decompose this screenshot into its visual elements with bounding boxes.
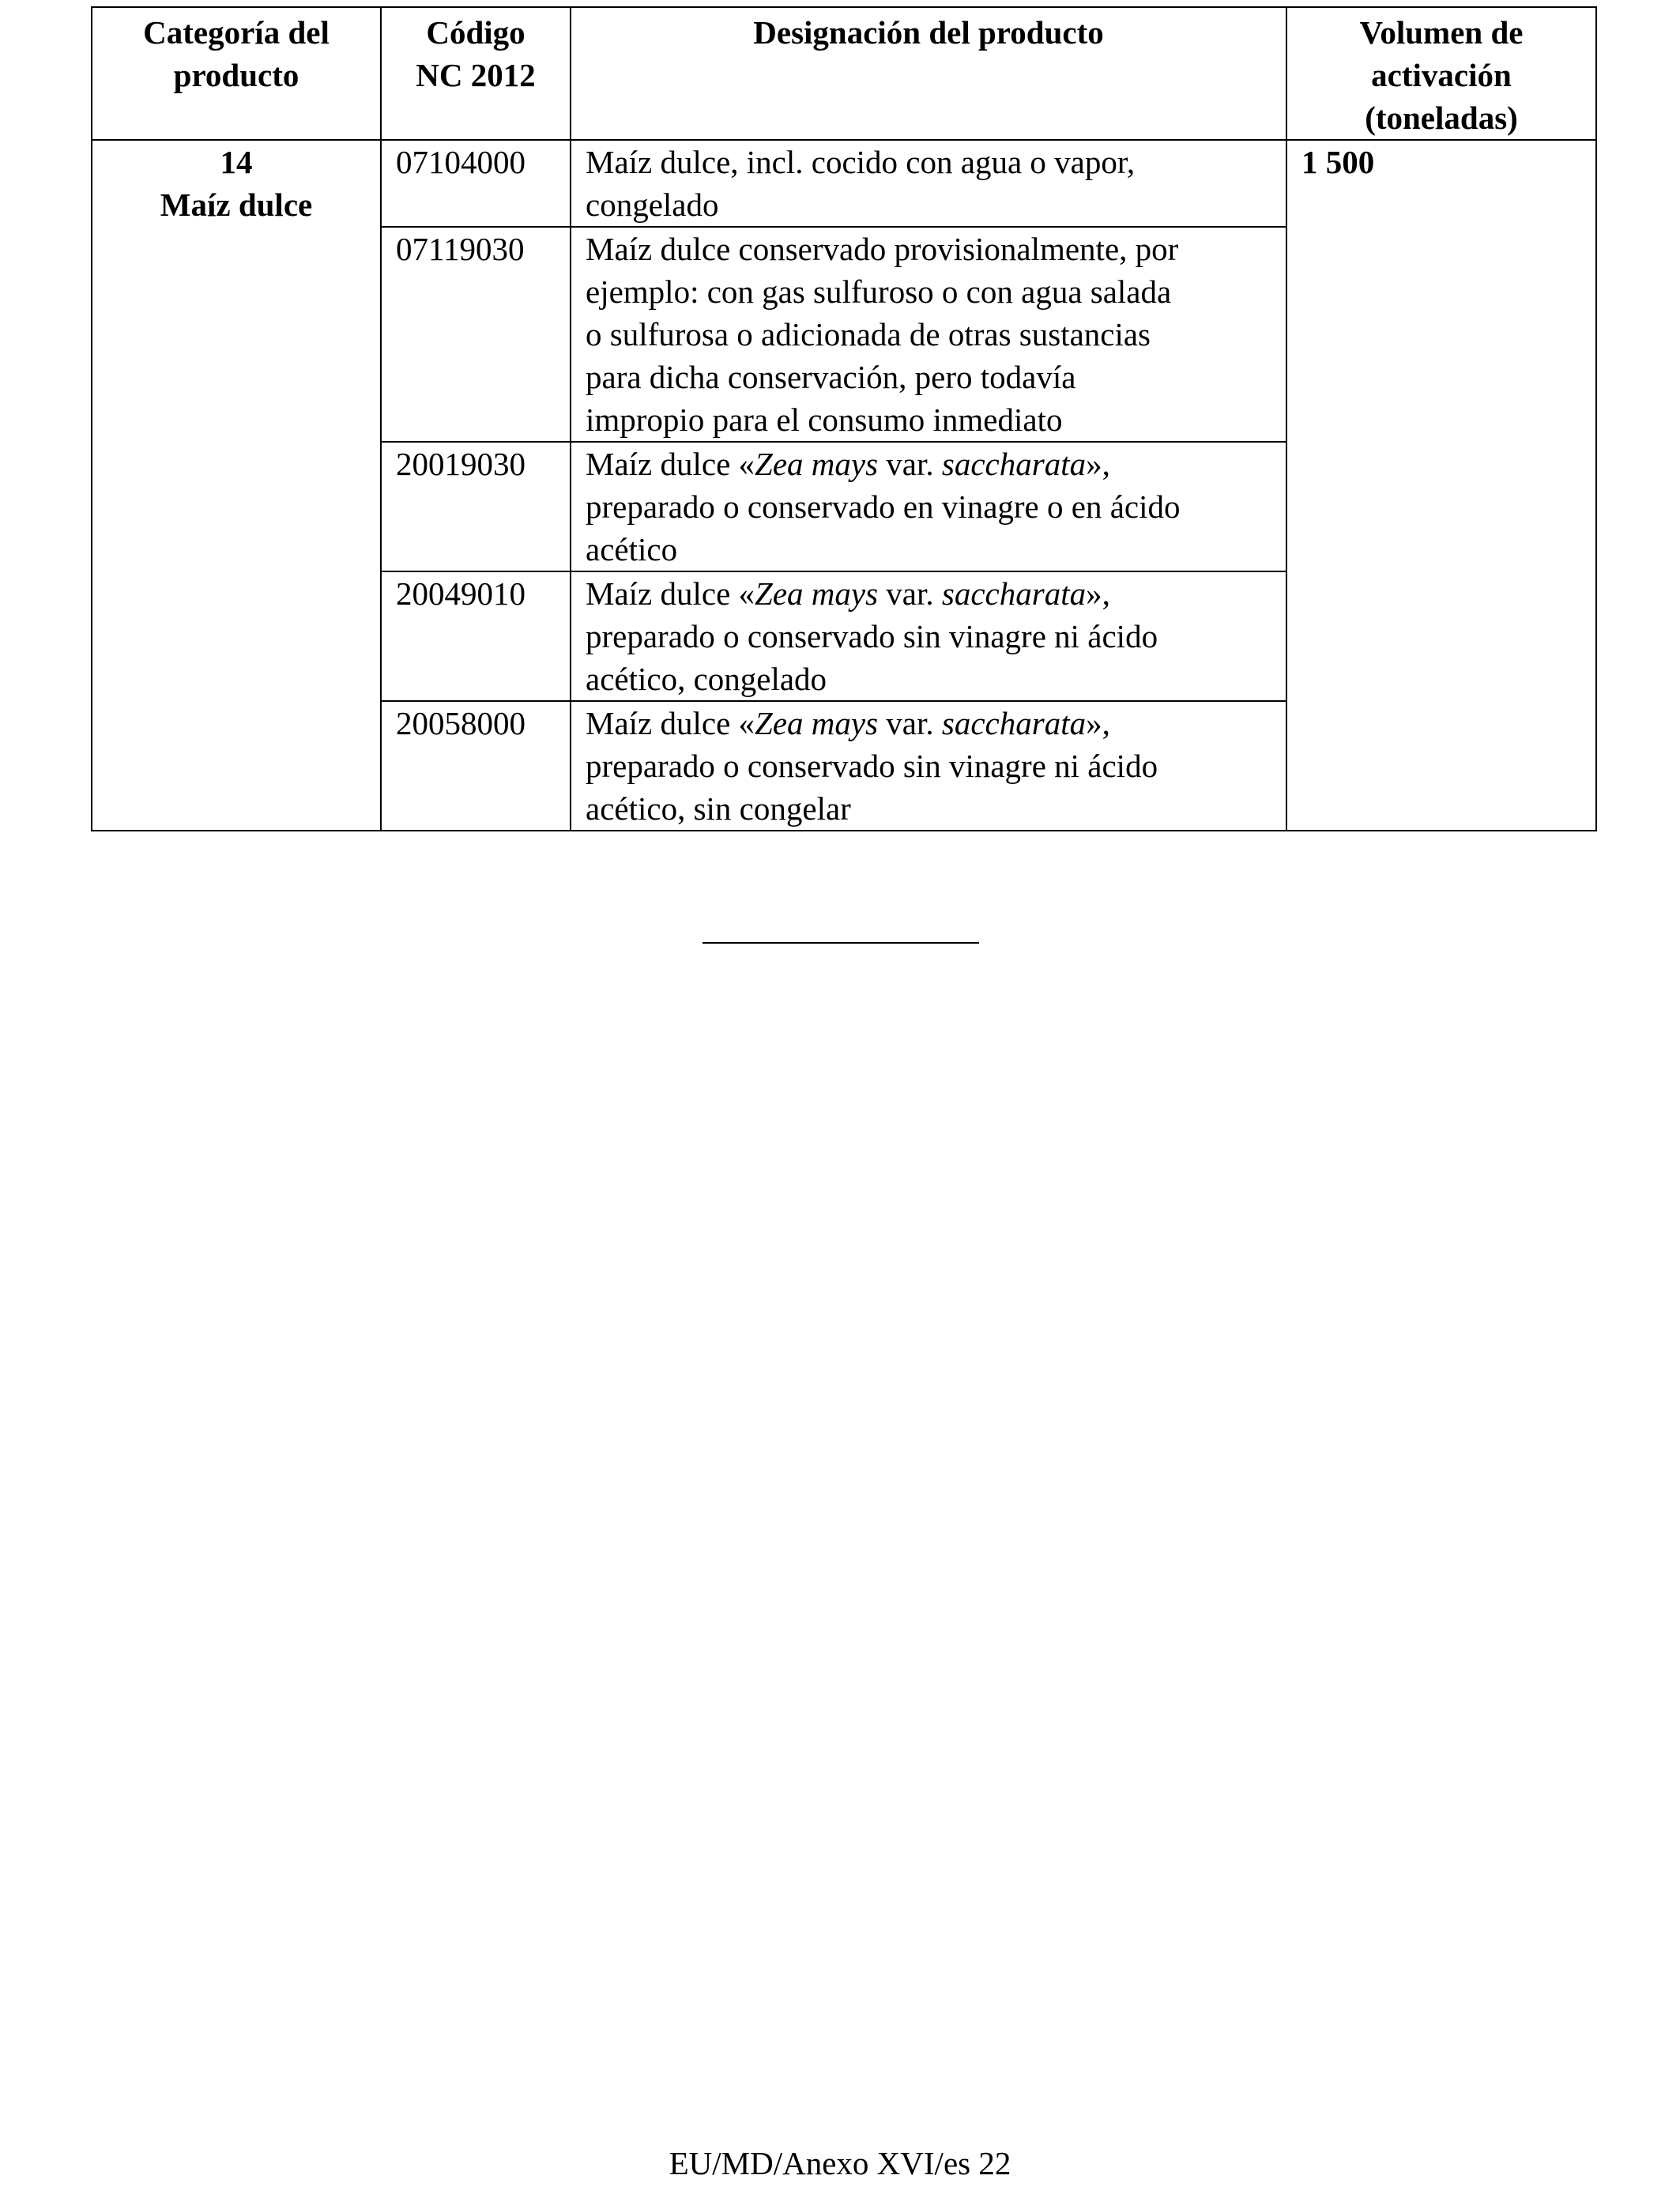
species-name: Zea mays [755, 705, 879, 741]
species-name: Zea mays [755, 575, 879, 612]
variety-name: saccharata [941, 575, 1087, 612]
header-volume-line3: (toneladas) [1365, 100, 1518, 136]
variety-name: saccharata [941, 705, 1087, 741]
category-cell [92, 140, 381, 831]
designation-text: », [1086, 446, 1110, 482]
page-footer: EU/MD/Anexo XVI/es 22 [669, 2145, 1011, 2181]
category-name: Maíz dulce [160, 187, 313, 223]
designation-text: var. [878, 446, 942, 482]
designation-line: acético [586, 531, 678, 567]
table-row [92, 140, 1596, 227]
header-volume-line2: activación [1371, 57, 1512, 93]
code-cell: 20058000 [381, 701, 571, 831]
header-code-line2: NC 2012 [416, 57, 536, 93]
variety-name: saccharata [941, 446, 1087, 482]
code-cell: 07119030 [381, 227, 571, 442]
designation-cell [571, 442, 1286, 571]
code-cell: 20049010 [381, 571, 571, 701]
product-table [91, 6, 1597, 831]
species-name: Zea mays [755, 446, 879, 482]
designation-line: Maíz dulce conservado provisionalmente, por [586, 231, 1179, 267]
designation-line: acético, sin congelar [586, 790, 851, 827]
code-cell: 20019030 [381, 442, 571, 571]
header-code [381, 7, 571, 140]
designation-line: ejemplo: con gas sulfuroso o con agua salada [586, 273, 1172, 310]
designation-line: para dicha conservación, pero todavía [586, 359, 1076, 395]
header-category [92, 7, 381, 140]
designation-text: Maíz dulce « [586, 446, 755, 482]
designation-line: congelado [586, 187, 719, 223]
designation-text: », [1086, 575, 1110, 612]
section-separator-line [703, 942, 979, 944]
header-designation [571, 7, 1286, 140]
header-category-line1: Categoría del [143, 14, 330, 51]
designation-line: acético, congelado [586, 661, 827, 697]
designation-line: o sulfurosa o adicionada de otras sustancias [586, 316, 1151, 352]
designation-first-line [586, 702, 1271, 745]
designation-text: var. [878, 575, 942, 612]
volume-cell [1286, 140, 1596, 831]
designation-cell [571, 227, 1286, 442]
table-header-row [92, 7, 1596, 140]
designation-first-line [586, 572, 1271, 615]
designation-text: Maíz dulce « [586, 705, 755, 741]
header-volume-line1: Volumen de [1359, 14, 1524, 51]
category-number: 14 [220, 144, 253, 180]
designation-line: preparado o conservado sin vinagre ni ácido [586, 748, 1158, 784]
designation-line: preparado o conservado en vinagre o en ácido [586, 488, 1181, 525]
designation-line: Maíz dulce, incl. cocido con agua o vapor, [586, 144, 1136, 180]
designation-line: preparado o conservado sin vinagre ni ácido [586, 618, 1158, 654]
designation-cell [571, 571, 1286, 701]
code-cell: 07104000 [381, 140, 571, 227]
designation-first-line [586, 443, 1271, 485]
designation-cell [571, 140, 1286, 227]
header-volume [1286, 7, 1596, 140]
designation-cell [571, 701, 1286, 831]
header-designation-text: Designación del producto [753, 14, 1104, 51]
designation-line: impropio para el consumo inmediato [586, 401, 1063, 438]
header-code-line1: Código [426, 14, 525, 51]
volume-value: 1 500 [1301, 144, 1375, 180]
header-category-line2: producto [173, 57, 299, 93]
designation-text: », [1086, 705, 1110, 741]
designation-text: var. [878, 705, 942, 741]
designation-text: Maíz dulce « [586, 575, 755, 612]
